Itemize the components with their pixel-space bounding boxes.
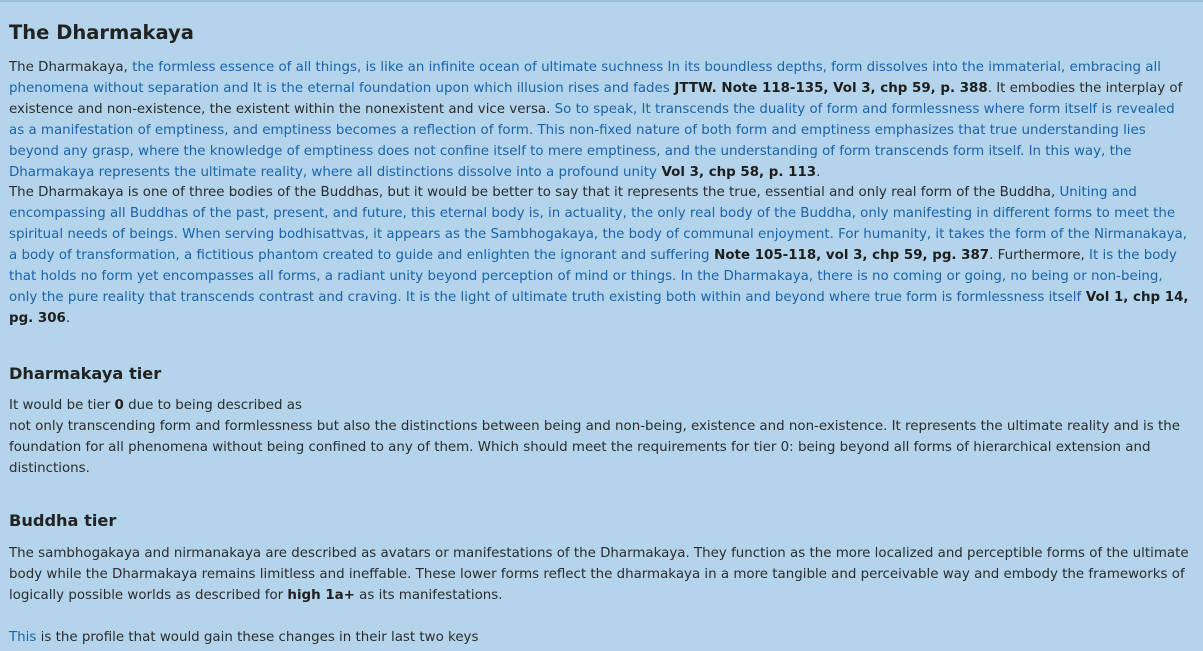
citation: JTTW. Note 118-135, Vol 3, chp 59, p. 388 (669, 80, 988, 96)
quote: It is the body that holds no form yet encompasses all forms, a radiant unity beyond perception of mind or things. In the Dharmakaya, there is no coming or going, no being or non-being, only the pure reality that transcends contrast and craving. It is the light of ultimate truth existing both within and beyond where true form is formlessness itself (9, 248, 1177, 305)
citation: Vol 1, chp 14, pg. 306 (9, 289, 1189, 326)
tier-value: high 1a+ (287, 588, 355, 604)
tier-explanation: not only transcending form and formlessness but also the distinctions between being and non-being, existence and non-existence. It represents the ultimate reality and is the foundation for all phenomena without being confined to any of them. Which should meet the requirements for tier 0: being beyond all forms of hierarchical extension and distinctions. (9, 418, 1180, 476)
text: The Dharmakaya, (9, 60, 133, 75)
quote: So to speak, It transcends the duality of form and formlessness where form itself is revealed as a manifestation of emptiness, and emptiness becomes a reflection of form. This non-fixed nature of both form and emptiness emphasizes that true understanding lies beyond any grasp, where the knowledge of emptiness does not confine itself to mere emptiness, and the understanding of form transcends form itself. In this way, the Dharmakaya represents the ultimate reality, where all distinctions dissolve into a profound unity (9, 101, 1175, 180)
text: . (65, 310, 71, 326)
spacer (9, 532, 1189, 544)
citation: Vol 3, chp 58, p. 113 (656, 164, 817, 180)
section-heading-buddha-tier: Buddha tier (9, 511, 117, 531)
text: as its manifestations. (354, 588, 503, 604)
article-body (9, 0, 1189, 649)
quote: Uniting and encompassing all Buddhas of the past, present, and future, this eternal body is, in actuality, the only real body of the Buddha, only manifesting in different forms to meet the spiritual needs of beings. When serving bodhisattvas, it appears as the Sambhogakaya, the body of communal enjoyment. For humanity, it takes the form of the Nirmanakaya, a body of transformation, a fictitious phantom created to guide and enlighten the ignorant and suffering (9, 185, 1188, 264)
spacer (9, 330, 1189, 363)
spacer (9, 607, 1189, 628)
paragraph-intro (9, 58, 1189, 183)
text: The Dharmakaya is one of three bodies of the Buddhas, but it would be better to say that it represents the true, essential and only real form of the Buddha, (9, 185, 1060, 201)
text: is the profile that would gain these changes in their last two keys (36, 630, 479, 646)
profile-link[interactable]: This (9, 630, 37, 646)
text: . It embodies the interplay of existence and non-existence, the existent within the nonexistent and vice versa. (9, 80, 1183, 117)
page-title: The Dharmakaya (9, 21, 194, 44)
paragraph-bodies (9, 183, 1189, 329)
tier-value: 0 (114, 397, 124, 413)
spacer (9, 385, 1189, 396)
text: . (816, 164, 821, 180)
text: . Furthermore, (989, 248, 1090, 264)
buddha-tier-explanation (9, 544, 1189, 607)
profile-note (9, 628, 1189, 649)
text: due to being described as (123, 397, 302, 413)
quote: the formless essence of all things, is like an infinite ocean of ultimate suchness In its boundless depths, form dissolves into the immaterial, embracing all phenomena without separation and It is the eternal foundation upon which illusion rises and fades (9, 60, 1161, 96)
text: It would be tier (9, 397, 115, 413)
spacer (9, 479, 1189, 510)
tier-line (9, 396, 1189, 417)
section-heading-dharmakaya-tier: Dharmakaya tier (9, 363, 162, 383)
text: The sambhogakaya and nirmanakaya are described as avatars or manifestations of the Dharmakaya. They function as the more localized and perceptible forms of the ultimate body while the Dharmakaya remains limitless and ineffable. These lower forms reflect the dharmakaya in a more tangible and perceivable way and embody the frameworks of logically possible worlds as described for (9, 546, 1189, 604)
citation: Note 105-118, vol 3, chp 59, pg. 387 (709, 248, 990, 264)
